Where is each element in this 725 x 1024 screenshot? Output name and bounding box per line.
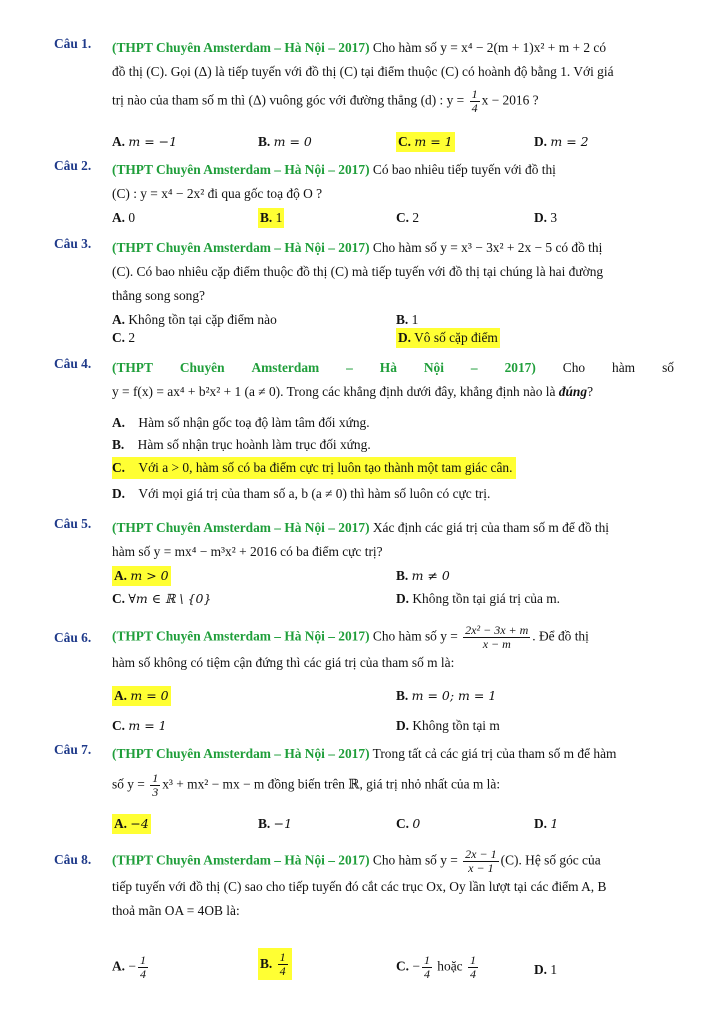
option-b[interactable]: B. m ≠ 0 [396,568,450,583]
question-label: Câu 7. [54,742,92,757]
question-source: (THPT Chuyên Amsterdam – Hà Nội – 2017) [112,746,370,761]
option-d[interactable]: D. 1 [534,816,559,831]
question-label: Câu 2. [54,158,92,173]
question-label: Câu 8. [54,852,92,867]
question-text: (THPT Chuyên Amsterdam – Hà Nội – 2017) Cho hàm số y = x⁴ − 2(m + 1)x² + m + 2 có đồ thị (C). Gọi (Δ) là tiếp tuyến với đồ thị (C) tại điểm thuộc (C) có hoành độ bằng 1. Với giá trị nào của tham số m thì (Δ) vuông góc với đường thẳng (d) : y = $\frac{1}{4}$ x − 2016 ? [112,40,614,115]
question-text: (THPT Chuyên Amsterdam – Hà Nội – 2017) Trong tất cả các giá trị của tham số m để hàm số y = $\frac{1}{3}$ x³ + mx² − mx − m đồng biến trên ℝ, giá trị nhỏ nhất của m là: [112,746,617,799]
option-d[interactable]: D. Không tồn tại m [396,718,500,733]
question-text: (THPT Chuyên Amsterdam – Hà Nội – 2017) Cho hàm số y = $\frac{\text{2x² − 3x + m}}{x - m}$ . Để đồ thị hàm số không có tiệm cận đứng thì các giá trị của tham số m là: [112,623,589,670]
question-source: (THPT Chuyên Amsterdam – Hà Nội – 2017) [112,628,370,644]
option-c[interactable]: C. ∀m ∈ ℝ \ {0} [112,591,212,606]
answer-options-row1 [112,566,674,586]
answer-options-row1 [112,686,674,706]
answer-options-row2 [112,328,674,348]
statement-b[interactable]: B. Hàm số nhận trục hoành làm trục đối xứng. [112,437,371,452]
question-text: (THPT Chuyên Amsterdam – Hà Nội – 2017) Xác định các giá trị của tham số m để đồ thị hàm số y = mx⁴ − m³x² + 2016 có ba điểm cực trị? [112,520,610,559]
fraction: $\frac{2x - 1}{x - 1}$ [465,847,497,875]
question-label: Câu 1. [54,36,92,51]
option-a[interactable]: A. − $\frac{1}{4}$ [112,953,146,981]
option-b[interactable]: B. m = 0; m = 1 [396,688,497,703]
answer-options [112,132,674,152]
question-text: (THPT Chuyên Amsterdam – Hà Nội – 2017) Có bao nhiêu tiếp tuyến với đồ thị (C) : y = x⁴ − 2x² đi qua gốc toạ độ O ? [112,162,556,201]
option-c[interactable]: C. − $\frac{1}{4}$ hoặc $\frac{1}{4}$ [396,953,476,981]
answer-options [112,948,674,982]
question-source: (THPT Chuyên Amsterdam – Hà Nội – 2017) [112,520,370,535]
option-c[interactable]: C. 0 [396,816,421,831]
question-text: (THPT Chuyên Amsterdam – Hà Nội – 2017) Cho hàm số y = $\frac{2x - 1}{x - 1}$ (C). Hệ số góc của tiếp tuyến với đồ thị (C) sao cho tiếp tuyến đó cắt các trục Ox, Oy lần lượt tại các điểm A, B thoả mãn OA = 4OB là: [112,847,607,918]
option-c[interactable]: C. m = 1 [112,718,167,733]
question-source-line: (THPT Chuyên Amsterdam – Hà Nội – 2017) Cho hàm số [112,360,674,375]
option-d-correct[interactable]: D. Vô số cặp điểm [396,328,500,348]
answer-options-row2 [112,589,674,609]
answer-options [112,814,674,834]
option-a-correct[interactable]: A. m > 0 [112,566,171,586]
option-a[interactable]: A. 0 [112,210,136,225]
question-source: (THPT Chuyên Amsterdam – Hà Nội – 2017) [112,240,370,255]
statement-a[interactable]: A. Hàm số nhận gốc toạ độ làm tâm đối xứng. [112,415,370,430]
fraction: $\frac{1}{3}$ [152,771,159,799]
option-a-correct[interactable]: A. −4 [112,814,151,834]
question-text: (THPT Chuyên Amsterdam – Hà Nội – 2017) Cho hàm số y = x³ − 3x² + 2x − 5 có đồ thị (C). Có bao nhiêu cặp điểm thuộc đồ thị (C) mà tiếp tuyến với đồ thị tại chúng là hai đường thẳng song song? [112,240,604,303]
answer-options [112,208,674,228]
option-c-correct[interactable]: C. m = 1 [396,132,455,152]
option-d[interactable]: D. m = 2 [534,134,589,149]
question-source: (THPT Chuyên Amsterdam – Hà Nội – 2017) [112,40,370,55]
statement-c-correct[interactable]: C. Với a > 0, hàm số có ba điểm cực trị luôn tạo thành một tam giác cân. [112,457,674,479]
option-b[interactable]: B. 1 [396,312,419,327]
statement-d[interactable]: D. Với mọi giá trị của tham số a, b (a ≠ 0) thì hàm số luôn có cực trị. [112,486,491,501]
option-b-correct[interactable]: B. 1 [258,208,284,228]
option-c[interactable]: C. 2 [396,210,420,225]
option-a-correct[interactable]: A. m = 0 [112,686,171,706]
option-d[interactable]: D. 3 [534,210,558,225]
question-source: (THPT Chuyên Amsterdam – Hà Nội – 2017) [112,852,370,868]
option-b[interactable]: B. m = 0 [258,134,312,149]
option-d[interactable]: D. 1 [534,962,558,977]
option-a[interactable]: A. Không tồn tại cặp điểm nào [112,312,277,327]
question-source: (THPT Chuyên Amsterdam – Hà Nội – 2017) [112,162,370,177]
question-label: Câu 4. [54,356,92,371]
option-d[interactable]: D. Không tồn tại giá trị của m. [396,591,561,606]
question-label: Câu 3. [54,236,92,251]
question-label: Câu 6. [54,630,92,645]
option-c[interactable]: C. 2 [112,330,136,345]
answer-options-row1 [112,310,674,330]
fraction: $\frac{1}{4}$ [471,87,478,115]
question-text: (THPT Chuyên Amsterdam – Hà Nội – 2017) Cho hàm số y = f(x) = ax⁴ + b²x² + 1 (a ≠ 0). Trong các khẳng định dưới đây, khẳng định nào là đúng? [112,356,674,404]
question-label: Câu 5. [54,516,92,531]
fraction: $\frac{\text{2x² − 3x + m}}{x - m}$ [465,623,529,651]
answer-options-row2 [112,716,674,736]
option-b[interactable]: B. −1 [258,816,293,831]
option-a[interactable]: A. m = −1 [112,134,178,149]
option-b-correct[interactable]: B. $\frac{1}{4}$ [258,948,292,980]
